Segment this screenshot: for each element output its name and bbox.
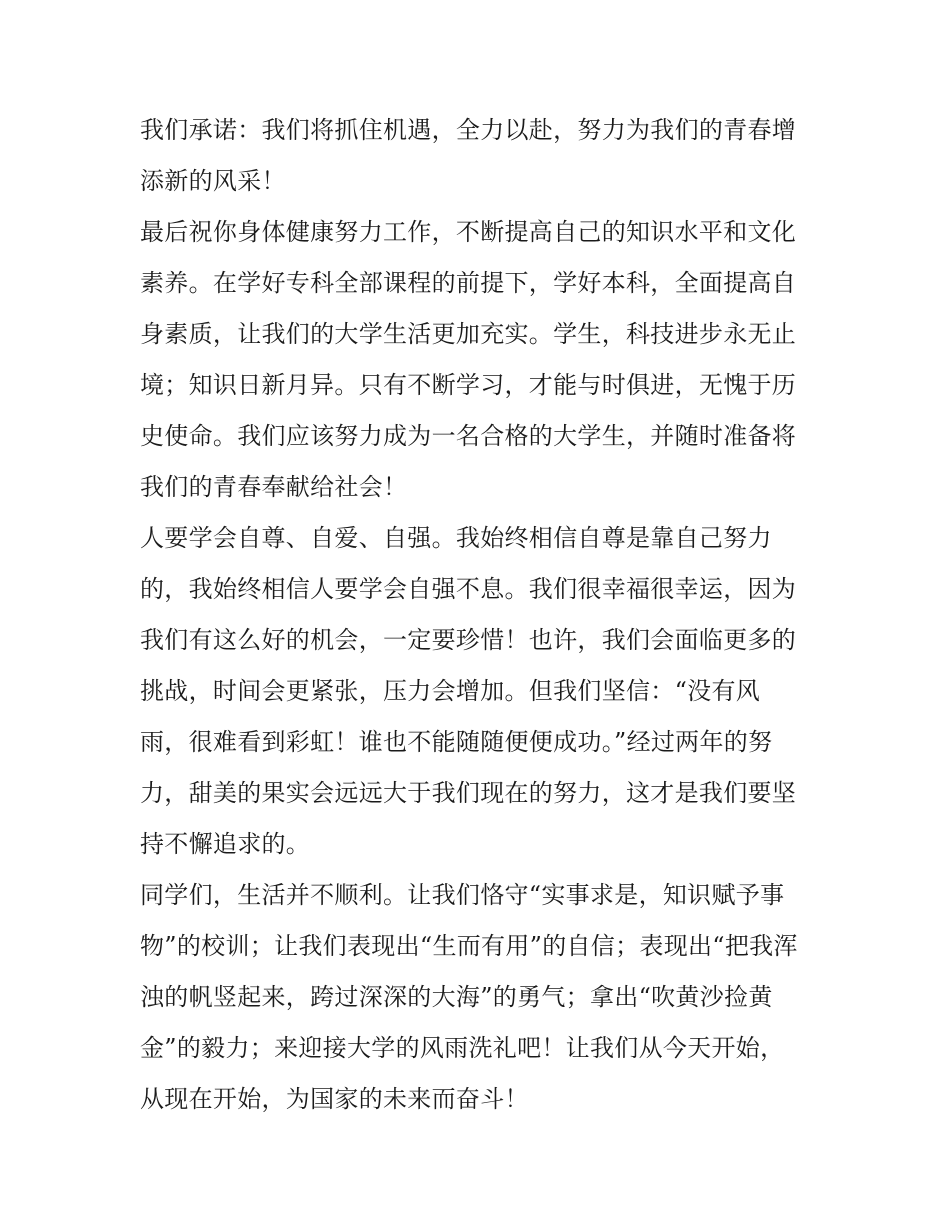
text-line: 身素质，让我们的大学生活更加充实。学生，科技进步永无止 xyxy=(140,320,797,348)
text-line: 添新的风采！ xyxy=(140,167,286,195)
text-line: 力，甜美的果实会远远大于我们现在的努力，这才是我们要坚 xyxy=(140,779,797,807)
text-line: 我们有这么好的机会，一定要珍惜！也许，我们会面临更多的 xyxy=(140,626,797,654)
text-line: 浊的帆竖起来，跨过深深的大海”的勇气；拿出“吹黄沙捡黄 xyxy=(140,983,773,1011)
text-line: 史使命。我们应该努力成为一名合格的大学生，并随时准备将 xyxy=(140,422,797,450)
text-line: 从现在开始，为国家的未来而奋斗！ xyxy=(140,1085,529,1113)
text-line: 境；知识日新月异。只有不断学习，才能与时俱进，无愧于历 xyxy=(140,371,797,399)
text-line: 金”的毅力；来迎接大学的风雨洗礼吧！让我们从今天开始， xyxy=(140,1034,785,1062)
text-line: 我们承诺：我们将抓住机遇，全力以赴，努力为我们的青春增 xyxy=(140,116,797,144)
text-line: 物”的校训；让我们表现出“生而有用”的自信；表现出“把我浑 xyxy=(140,932,798,960)
text-line: 挑战，时间会更紧张，压力会增加。但我们坚信：“没有风 xyxy=(140,677,761,705)
text-line: 的，我始终相信人要学会自强不息。我们很幸福很幸运，因为 xyxy=(140,575,797,603)
text-line: 素养。在学好专科全部课程的前提下，学好本科，全面提高自 xyxy=(140,269,797,297)
text-line: 同学们，生活并不顺利。让我们恪守“实事求是，知识赋予事 xyxy=(140,881,785,909)
text-line: 最后祝你身体健康努力工作，不断提高自己的知识水平和文化 xyxy=(140,218,797,246)
text-line: 人要学会自尊、自爱、自强。我始终相信自尊是靠自己努力 xyxy=(140,524,772,552)
document-body xyxy=(140,105,820,1125)
text-line: 雨，很难看到彩虹！谁也不能随随便便成功。”经过两年的努 xyxy=(140,728,773,756)
text-line: 我们的青春奉献给社会！ xyxy=(140,473,408,501)
text-line: 持不懈追求的。 xyxy=(140,830,311,858)
